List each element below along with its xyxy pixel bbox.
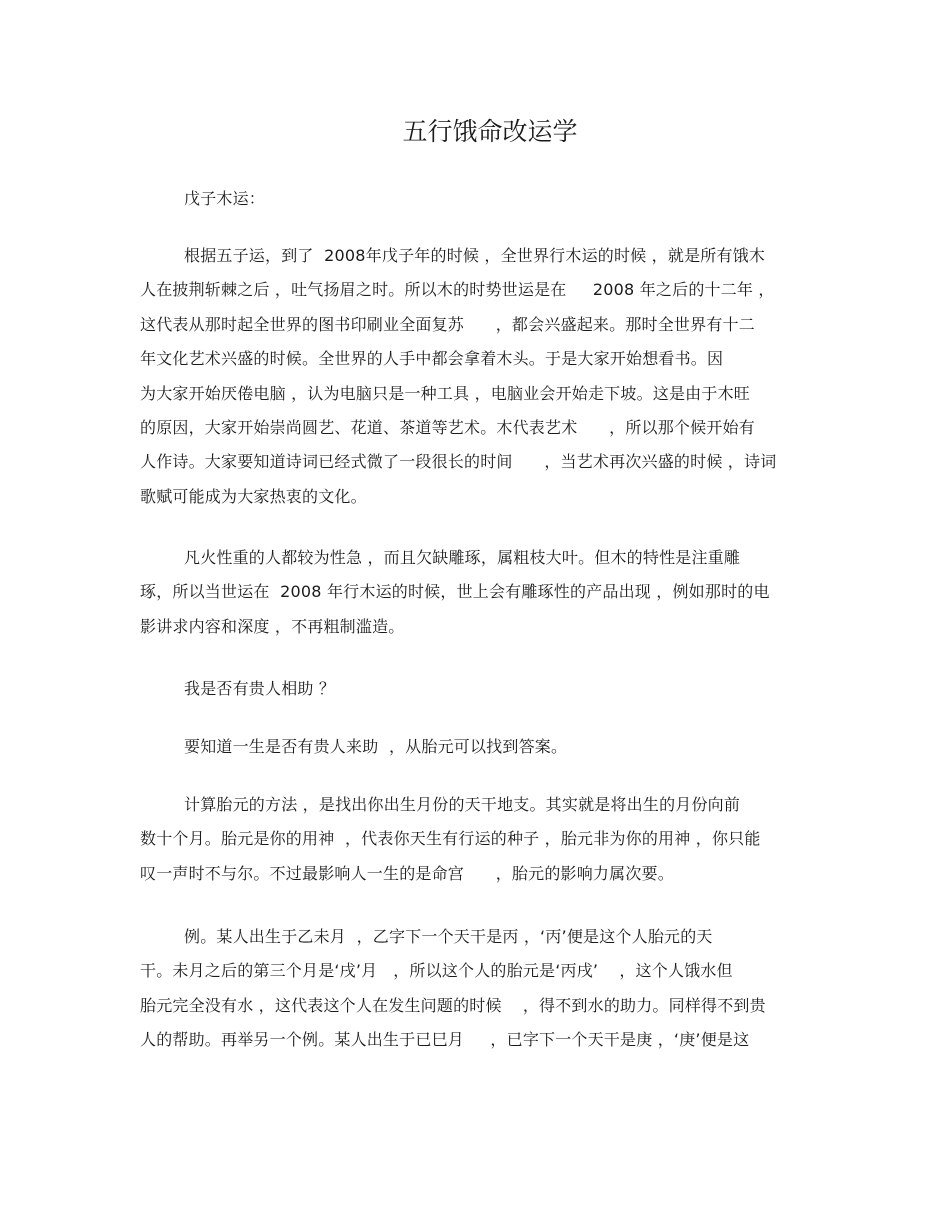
paragraph-line: 要知道一生是否有贵人来助 ，从胎元可以找到答案。 <box>184 737 568 756</box>
paragraph-line: 影讲求内容和深度 ，不再粗制滥造。 <box>140 616 405 636</box>
paragraph-line: 叹一声时不与尔。不过最影响人一生的是命宫 ，胎元的影响力属次要。 <box>140 863 674 883</box>
paragraph-tai-yuan-answer <box>140 730 830 764</box>
paragraph-gui-ren-question <box>140 672 830 706</box>
paragraph-huo-xing <box>140 541 830 644</box>
paragraph-line: 年文化艺术兴盛的时候。全世界的人手中都会拿着木头。于是大家开始想看书。因 <box>140 349 724 369</box>
paragraph-line: 计算胎元的方法 ，是找出你出生月份的天干地支。其实就是将出生的月份向前 <box>184 795 741 814</box>
paragraph-line: 歌赋可能成为大家热衷的文化。 <box>140 486 367 506</box>
paragraph-line: 凡火性重的人都较为性急 ，而且欠缺雕琢，属粗枝大叶。但木的特性是注重雕 <box>184 548 741 567</box>
paragraph-wuzi-yun <box>140 239 830 514</box>
paragraph-line: 数十个月。胎元是你的用神 ，代表你天生有行运的种子 ，胎元非为你的用神 ，你只能 <box>140 829 761 849</box>
paragraph-line: 根据五子运，到了 2008年戊子年的时候 ，全世界行木运的时候 ，就是所有饿木 <box>184 246 766 265</box>
paragraph-tai-yuan-method <box>140 788 830 891</box>
paragraph-line: 干。未月之后的第三个月是‘戌’月 ，所以这个人的胎元是‘丙戌’ ，这个人饿水但 <box>140 961 733 981</box>
paragraph-line: 人的帮助。再举另一个例。某人出生于已巳月 ，已字下一个天干是庚 ，‘庚’便是这 <box>140 1030 750 1050</box>
paragraph-example <box>140 920 830 1058</box>
paragraph-line: 人在披荆斩棘之后 ，吐气扬眉之时。所以木的时势世运是在 2008 年之后的十二年 ， <box>140 280 775 300</box>
document-title: 五行饿命改运学 <box>402 117 578 146</box>
paragraph-line: 这代表从那时起全世界的图书印刷业全面复苏 ，都会兴盛起来。那时全世界有十二 <box>140 314 755 334</box>
paragraph-line: 琢，所以当世运在 2008 年行木运的时候，世上会有雕琢性的产品出现 ，例如那时的电 <box>140 582 770 602</box>
paragraph-line: 我是否有贵人相助 ？ <box>184 679 336 698</box>
paragraph-line: 为大家开始厌倦电脑 ，认为电脑只是一种工具 ，电脑业会开始走下坡。这是由于木旺 <box>140 383 750 403</box>
paragraph-wuzi-mu-yun-heading <box>140 182 830 216</box>
paragraph-line: 人作诗。大家要知道诗词已经式微了一段很长的时间 ，当艺术再次兴盛的时候 ，诗词 <box>140 452 777 472</box>
paragraph-line: 胎元完全没有水 ，这代表这个人在发生问题的时候 ，得不到水的助力。同样得不到贵 <box>140 995 766 1015</box>
paragraph-line: 戊子木运： <box>184 189 266 208</box>
paragraph-line: 例。某人出生于乙未月 ，乙字下一个天干是丙 ，‘丙’便是这个人胎元的天 <box>184 927 713 946</box>
paragraph-line: 的原因，大家开始崇尚圆艺、花道、茶道等艺术。木代表艺术 ，所以那个候开始有 <box>140 417 755 437</box>
